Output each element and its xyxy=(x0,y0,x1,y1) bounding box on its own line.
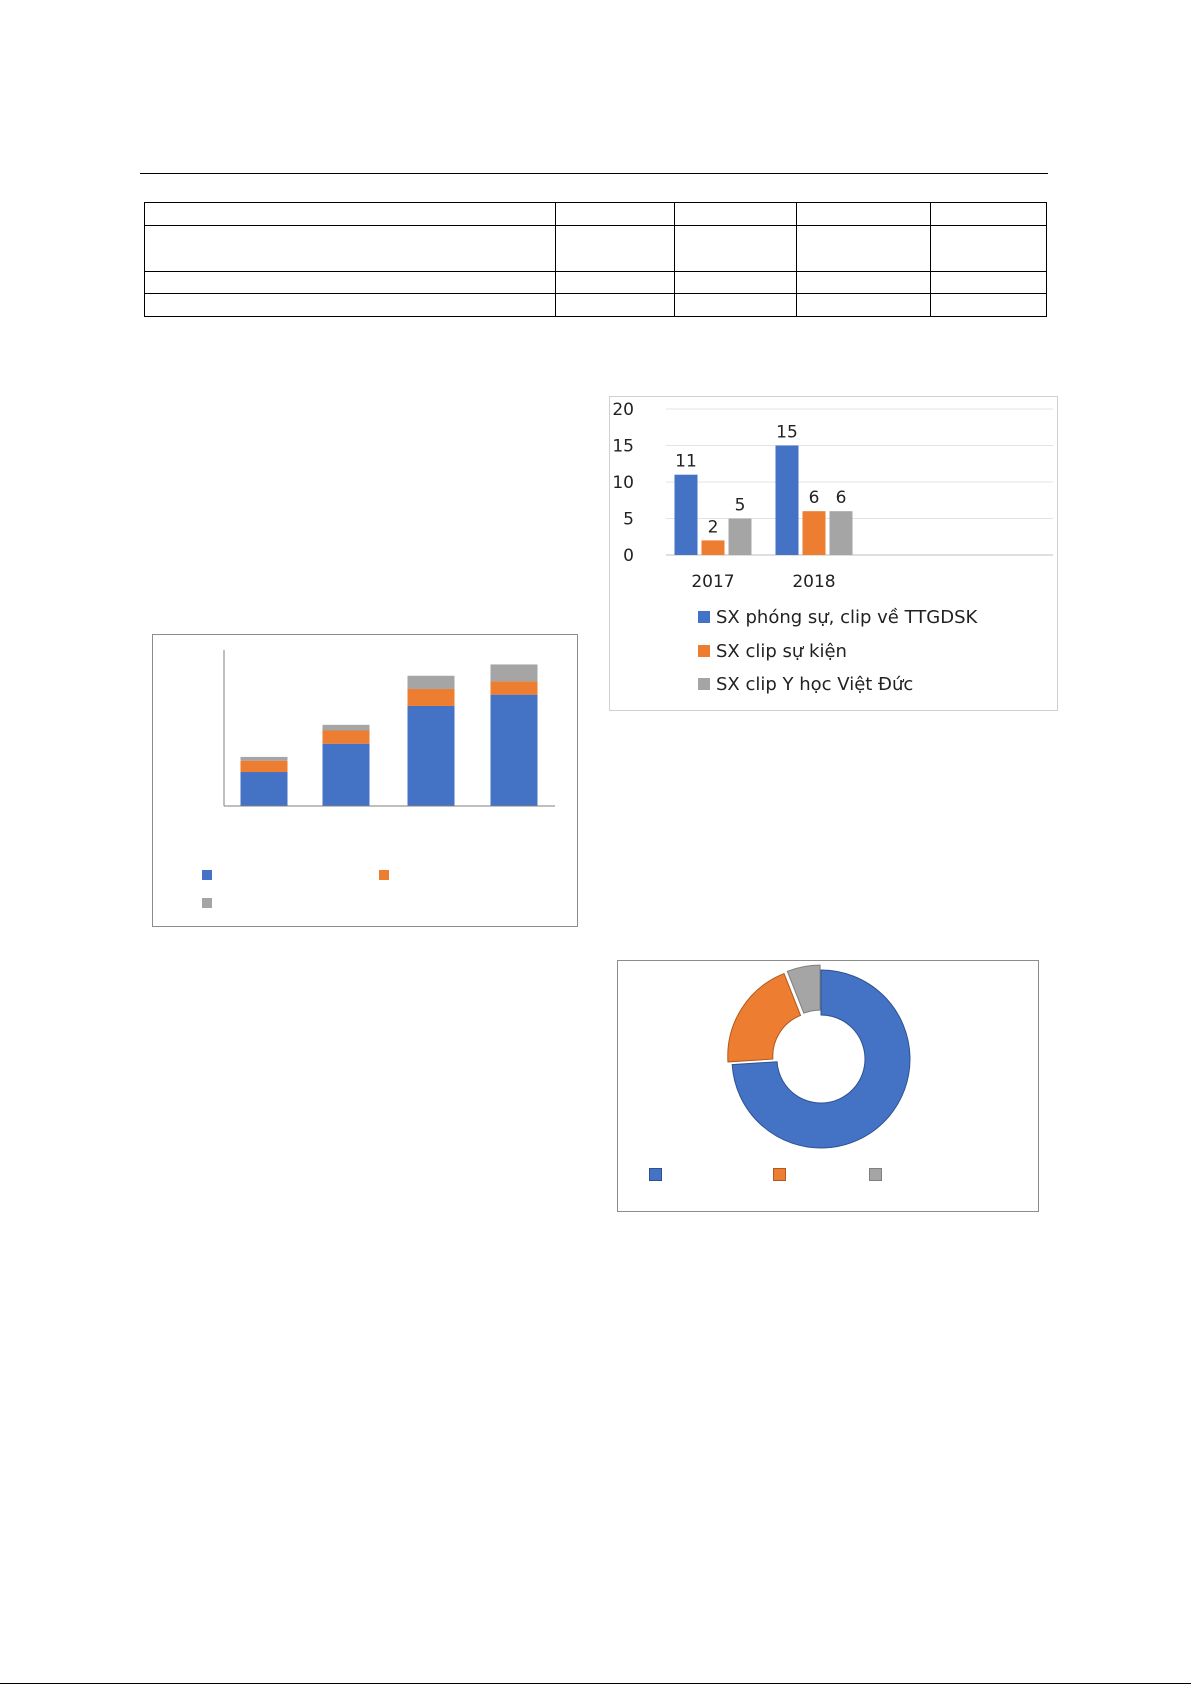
bar-segment xyxy=(241,772,288,806)
x-tick-label: 2017 xyxy=(691,572,735,592)
table-row xyxy=(145,226,1047,272)
table-cell xyxy=(145,272,556,294)
y-tick-label: 10 xyxy=(612,473,634,493)
table-cell xyxy=(797,203,931,226)
table-cell xyxy=(556,272,675,294)
table-cell xyxy=(556,226,675,272)
data-label: 6 xyxy=(835,488,847,509)
table-cell xyxy=(675,226,797,272)
legend-label: SX phóng sự, clip về TTGDSK xyxy=(716,606,978,628)
donut-chart-plot xyxy=(618,961,1040,1213)
bar xyxy=(729,519,752,556)
table-cell xyxy=(145,203,556,226)
y-tick-label: 5 xyxy=(623,509,634,530)
bar-segment xyxy=(491,664,538,681)
bar-segment xyxy=(323,744,370,806)
bar xyxy=(675,475,698,555)
donut-chart xyxy=(617,960,1039,1212)
bar-segment xyxy=(408,676,455,689)
data-label: 5 xyxy=(734,495,746,516)
donut-slice xyxy=(728,974,801,1062)
legend-swatch xyxy=(698,645,710,657)
bar-segment xyxy=(408,689,455,706)
table-cell xyxy=(797,226,931,272)
bar xyxy=(803,511,826,555)
table-cell xyxy=(931,294,1047,317)
legend-swatch xyxy=(202,898,212,908)
table-cell xyxy=(931,272,1047,294)
table-row xyxy=(145,272,1047,294)
legend-item xyxy=(698,640,847,662)
legend-swatch xyxy=(869,1168,882,1181)
table-cell xyxy=(931,203,1047,226)
table-cell xyxy=(797,272,931,294)
data-table xyxy=(144,202,1047,317)
bar-segment xyxy=(241,757,288,761)
data-label: 15 xyxy=(776,422,798,443)
y-tick-label: 0 xyxy=(623,546,634,566)
table-cell xyxy=(797,294,931,317)
bar-segment xyxy=(491,695,538,806)
bar-segment xyxy=(323,725,370,731)
legend-item xyxy=(698,606,977,628)
bar-segment xyxy=(491,681,538,694)
x-tick-label: 2018 xyxy=(792,572,836,592)
bar xyxy=(702,540,725,555)
data-label: 11 xyxy=(675,451,697,472)
table-row xyxy=(145,294,1047,317)
legend-item xyxy=(698,673,913,695)
bar-segment xyxy=(408,706,455,806)
bar xyxy=(830,511,853,555)
legend-swatch xyxy=(698,678,710,690)
y-tick-label: 15 xyxy=(612,436,634,457)
footer-rule xyxy=(0,1683,1191,1684)
legend-label: SX clip Y học Việt Đức xyxy=(716,673,914,695)
bar-segment xyxy=(241,761,288,772)
legend-swatch xyxy=(379,870,389,880)
table-cell xyxy=(556,203,675,226)
table-row xyxy=(145,203,1047,226)
table-cell xyxy=(145,226,556,272)
stacked-chart-plot xyxy=(153,635,579,928)
legend-swatch xyxy=(698,611,710,623)
stacked-column-chart xyxy=(152,634,578,927)
bar-segment xyxy=(323,731,370,744)
clip-chart-plot xyxy=(610,397,1059,712)
y-tick-label: 20 xyxy=(612,400,634,420)
table-cell xyxy=(675,272,797,294)
clip-production-chart xyxy=(609,396,1058,711)
bar xyxy=(776,446,799,556)
table-cell xyxy=(931,226,1047,272)
data-label: 6 xyxy=(808,488,820,509)
data-label: 2 xyxy=(707,517,719,538)
header-rule xyxy=(140,173,1048,174)
table-cell xyxy=(145,294,556,317)
table-cell xyxy=(556,294,675,317)
legend-swatch xyxy=(773,1168,786,1181)
table-cell xyxy=(675,203,797,226)
table-cell xyxy=(675,294,797,317)
legend-swatch xyxy=(202,870,212,880)
legend-label: SX clip sự kiện xyxy=(716,640,847,662)
legend-swatch xyxy=(649,1168,662,1181)
